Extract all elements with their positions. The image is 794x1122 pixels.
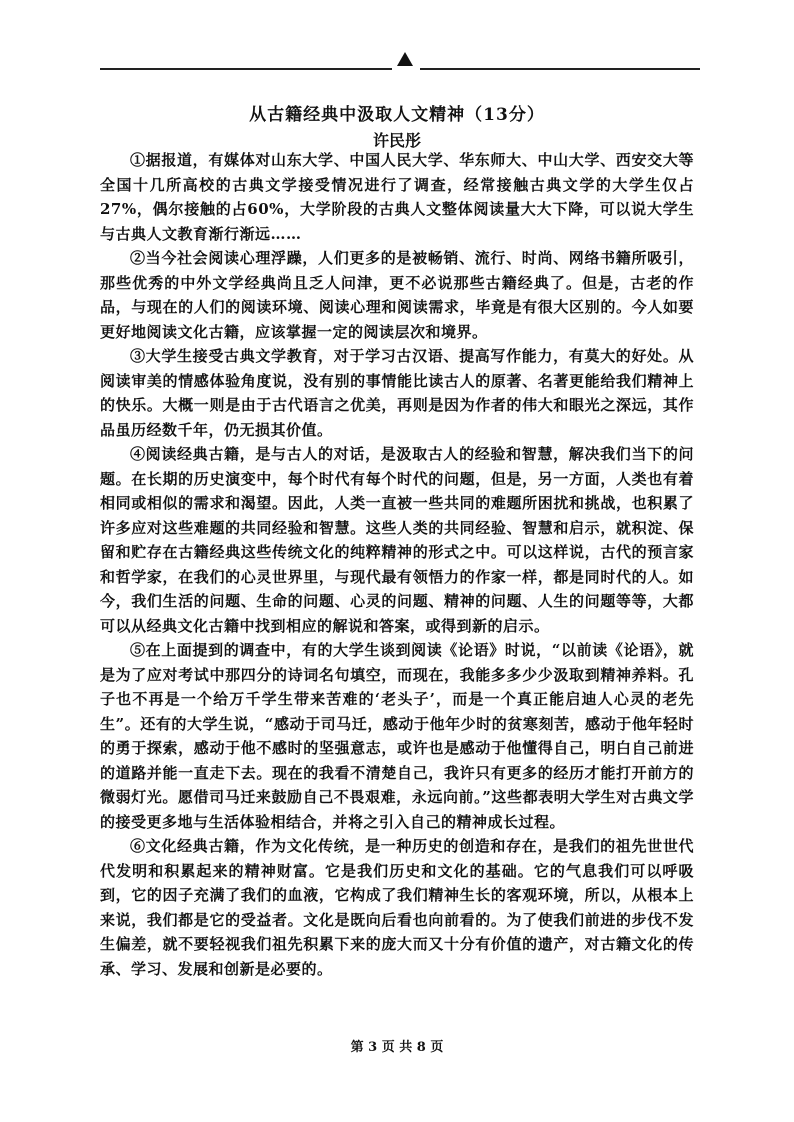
paragraph-2: ②当今社会阅读心理浮躁，人们更多的是被畅销、流行、时尚、网络书籍所吸引，那些优秀的中外文学经典尚且乏人问津，更不必说那些古籍经典了。但是，古老的作品，与现在的人们的阅读环境、阅读心理和阅读需求，毕竟是有很大区别的。今人如要更好地阅读文化古籍，应该掌握一定的阅读层次和境界。 [100,249,694,341]
paragraph-4: ④阅读经典古籍，是与古人的对话，是汲取古人的经验和智慧，解决我们当下的问题。在长期的历史演变中，每个时代有每个时代的问题，但是，另一方面，人类也有着相同或相似的需求和渴望。因此，人类一直被一些共同的难题所困扰和挑战，也积累了许多应对这些难题的共同经验和智慧。这些人类的共同经验、智慧和启示，就积淀、保留和贮存在古籍经典这些传统文化的纯粹精神的形式之中。可以这样说，古代的预言家和哲学家，在我们的心灵世界里，与现代最有领悟力的作家一样，都是同时代的人。如今，我们生活的问题、生命的问题、心灵的问题、精神的问题、人生的问题等等，大都可以从经典文化古籍中找到相应的解说和答案，或得到新的启示。 [100,445,694,635]
article-body [100,148,694,981]
article-author: 许民彤 [372,131,421,150]
triangle-marker-icon [397,52,413,66]
paragraph-3: ③大学生接受古典文学教育，对于学习古汉语、提高写作能力，有莫大的好处。从阅读审美的情感体验角度说，没有别的事情能比读古人的原著、名著更能给我们精神上的快乐。大概一则是由于古代语言之优美，再则是因为作者的伟大和眼光之深远，其作品虽历经数千年，仍无损其价值。 [100,347,694,439]
page-number: 第 3 页 共 8 页 [350,1040,444,1055]
article-title: 从古籍经典中汲取人文精神（13分） [249,105,545,125]
paragraph-6: ⑥文化经典古籍，作为文化传统，是一种历史的创造和存在，是我们的祖先世世代代发明和积累起来的精神财富。它是我们历史和文化的基础。它的气息我们可以呼吸到，它的因子充满了我们的血液，它构成了我们精神生长的客观环境，所以，从根本上来说，我们都是它的受益者。文化是既向后看也向前看的。为了使我们前进的步伐不发生偏差，就不要轻视我们祖先积累下来的庞大而又十分有价值的遗产，对古籍文化的传承、学习、发展和创新是必要的。 [100,837,694,978]
paragraph-1: ①据报道，有媒体对山东大学、中国人民大学、华东师大、中山大学、西安交大等全国十几所高校的古典文学接受情况进行了调查，经常接触古典文学的大学生仅占27%，偶尔接触的占60%，大学阶段的古典人文整体阅读量大大下降，可以说大学生与古典人文教育渐行渐远…… [100,151,694,243]
paragraph-5: ⑤在上面提到的调查中，有的大学生谈到阅读《论语》时说，“以前读《论语》，就是为了应对考试中那四分的诗词名句填空，而现在，我能多多少少汲取到精神养料。孔子也不再是一个给万千学生带来苦难的‘老头子’，而是一个真正能启迪人心灵的老先生”。还有的大学生说，“感动于司马迁，感动于他年少时的贫寒刻苦，感动于他年轻时的勇于探索，感动于他不感时的坚强意志，或许也是感动于他懂得自己，明白自己前进的道路并能一直走下去。现在的我看不清楚自己，我许只有更多的经历才能打开前方的微弱灯光。愿借司马迁来鼓励自己不畏艰难，永远向前。”这些都表明大学生对古典文学的接受更多地与生活体验相结合，并将之引入自己的精神成长过程。 [100,641,694,831]
